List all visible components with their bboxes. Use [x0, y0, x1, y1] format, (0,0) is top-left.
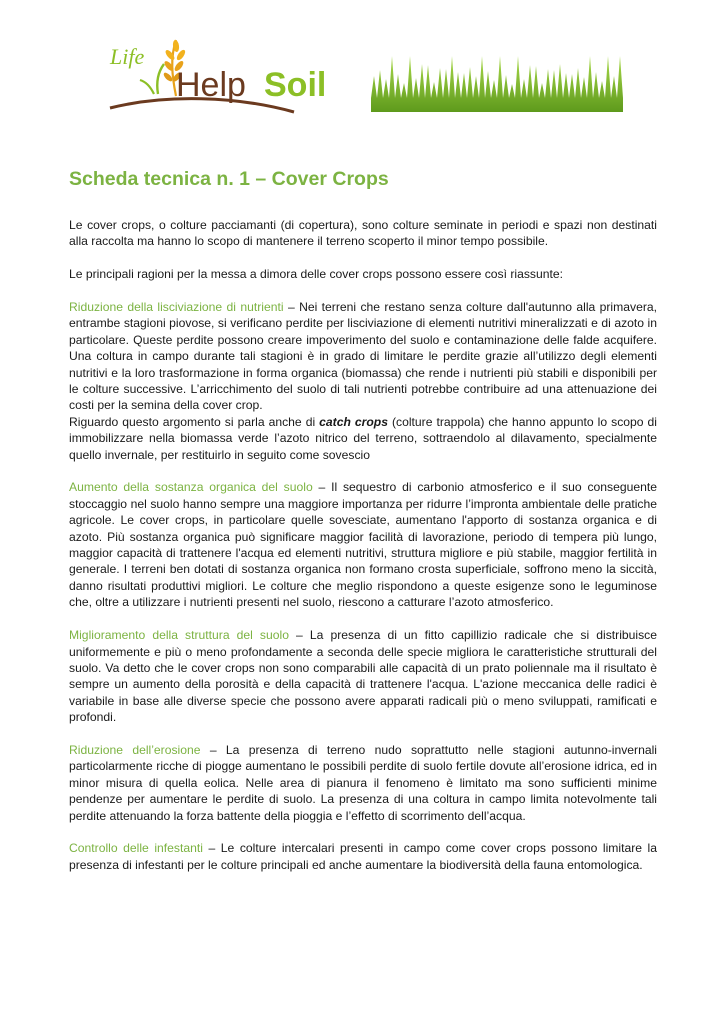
catch-crops-emphasis: catch crops	[319, 414, 388, 429]
catch-crops-text-before: Riguardo questo argomento si parla anche di	[69, 414, 320, 429]
section-body: – Il sequestro di carbonio atmosferico e il suo conseguente stoccaggio nel suolo hanno sempre una maggiore importanza per ridurre l’impronta ambientale delle pratiche agricole. Le cover crops, in particolare quelle sovesciate, aumentano l'apporto di sostanza organica e di azoto. Più sostanza organica può significare maggior facilità di lavorazione, periodo di tempera più lungo, maggior capacità di trattenere l'acqua ed elementi nutritivi, struttura migliore e più stabile, maggior fertilità in generale. I terreni ben dotati di sostanza organica non formano crosta superficiale, soffrono meno la siccità, danno risultati produttivi migliori. Le colture che meglio rispondono a queste esigenze sono le leguminose che, oltre a utilizzare i nutrienti presenti nel suolo, riescono a catturare l’azoto atmosferico.	[69, 480, 657, 610]
grass-icon	[371, 56, 623, 112]
catch-crops-text-after: (colture trappola) che hanno appunto lo scopo di immobilizzare nella biomassa verde l’azoto nitrico del terreno, sottraendolo al dilavamento, specialmente quello invernale, per restituirlo in seguito come sovescio	[69, 414, 657, 462]
lifehelpsoil-logo	[106, 36, 346, 122]
section-body: – La presenza di terreno nudo soprattutto nelle stagioni autunno-invernali particolarmente ricche di piogge aumentano le possibili perdite di suolo fertile dovute all’erosione idrica, ed in minor misura di quella eolica. Nelle area di pianura il fenomeno è limitato ma sono sufficienti minime pendenze per aumentare le perdite di suolo. La presenza di una coltura in campo limita notevolmente tali perdite attenuando la forza battente della pioggia e l’effetto di scorrimento dell’acqua.	[69, 742, 657, 823]
section-heading: Aumento della sostanza organica del suolo	[69, 480, 313, 495]
page-title: Scheda tecnica n. 1 – Cover Crops	[69, 168, 389, 190]
section-paragraph	[69, 479, 657, 610]
section-body: – Nei terreni che restano senza colture dall'autunno alla primavera, entrambe stagioni piovose, si verificano perdite per lisciviazione di elementi nutritivi mineralizzati e di azoto in particolare. Queste perdite possono creare impoverimento del suolo e contaminazione delle falde acquifere. Una coltura in campo durante tali stagioni è in grado di limitare le perdite grazie all’utilizzo degli elementi nutritivi e la loro trasformazione in forma organica (biomassa) che rende i nutrienti più stabili e disponibili per le colture successive. L’arricchimento del suolo di tali nutrienti potrebbe contribuire ad una attenuazione dei costi per la semina della cover crop.	[69, 300, 657, 413]
section-heading: Controllo delle infestanti	[69, 841, 203, 856]
logo-soil-text: Soil	[264, 66, 327, 104]
section-heading: Riduzione della lisciviazione di nutrienti	[69, 300, 284, 314]
logo-life-text: Life	[110, 44, 145, 69]
section-body: – La presenza di un fitto capillizio radicale che si distribuisce uniformemente e più o meno profondamente a seconda delle specie migliora le caratteristiche strutturali del suolo. Va detto che le cover crops non sono comparabili alle capacità di un prato poliennale ma il risultato è sempre un aumento della porosità e della capacità di trattenere l'acqua. L'azione meccanica delle radici è variabile in base alle diverse specie che possono avere apparati radicali più o meno sviluppati, ramificati e profondi.	[69, 628, 657, 725]
grass-banner	[371, 56, 623, 112]
section-heading: Riduzione dell’erosione	[69, 742, 201, 757]
logo-help-text: Help	[176, 66, 246, 104]
catch-crops-paragraph	[69, 414, 657, 463]
section-paragraph	[69, 299, 657, 414]
section-paragraph	[69, 742, 657, 824]
intro-paragraph: Le cover crops, o colture pacciamanti (di copertura), sono colture seminate in periodi e spazi non destinati alla raccolta ma hanno lo scopo di mantenere il terreno scoperto il minor tempo possibile.	[69, 218, 657, 249]
section-body: – Le colture intercalari presenti in campo come cover crops possono limitare la presenza di infestanti per le colture principali ed anche aumentare la biodiversità della fauna entomologica.	[69, 841, 658, 872]
logo-graphic	[106, 36, 346, 122]
reasons-intro-paragraph: Le principali ragioni per la messa a dimora delle cover crops possono essere così riassunte:	[69, 267, 563, 282]
document-body	[69, 217, 657, 890]
section-heading: Miglioramento della struttura del suolo	[69, 628, 289, 643]
section-paragraph	[69, 840, 657, 873]
section-paragraph	[69, 627, 657, 725]
